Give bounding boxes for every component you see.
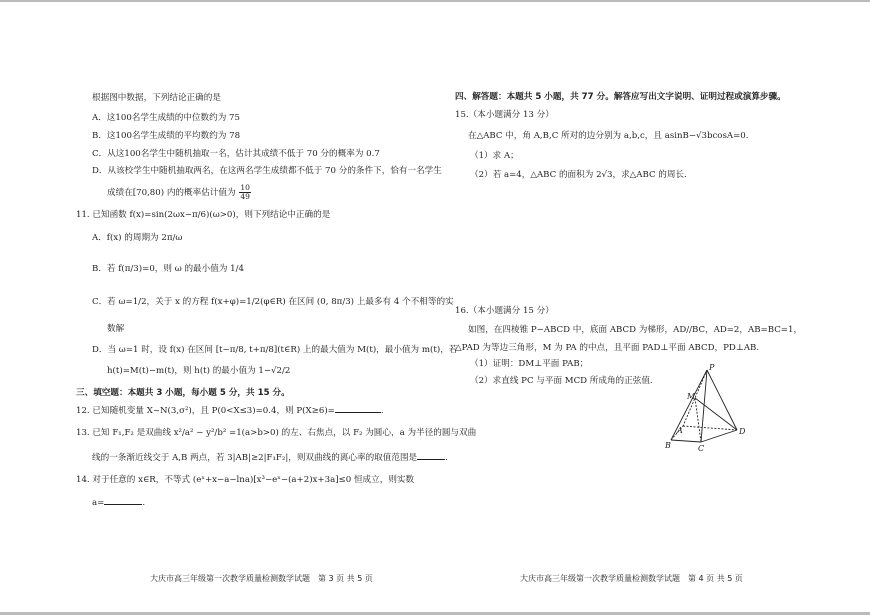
q16-stem-line2: △PAD 为等边三角形，M 为 PA 的中点，且平面 PAD⊥平面 ABCD，PD⊥AB. bbox=[455, 343, 760, 353]
right-page bbox=[435, 0, 870, 615]
q11-option-c-line1: C．若 ω=1/2，关于 x 的方程 f(x+φ)=1/2(φ∈R) 在区间 (0, 8π/3) 上最多有 4 个不相等的实 bbox=[92, 297, 454, 307]
q10-option-c: C．从这100名学生中随机抽取一名，估计其成绩不低于 70 分的概率为 0.7 bbox=[92, 149, 380, 159]
q16-stem-line1: 如图，在四棱锥 P−ABCD 中，底面 ABCD 为梯形，AD//BC，AD=2，AB=BC=1， bbox=[468, 325, 803, 335]
label-M: M bbox=[687, 392, 696, 401]
q12: 12. 已知随机变量 X~N(3,σ²)，且 P(0<X≤3)=0.4，则 P(X≥6)= . bbox=[76, 406, 384, 416]
q14-text: a= bbox=[92, 498, 105, 508]
q15-head: 15.（本小题满分 13 分） bbox=[455, 110, 554, 120]
edge-PD bbox=[707, 370, 737, 430]
section4-heading: 四、解答题：本题共 5 小题，共 77 分。解答应写出文字说明、证明过程或演算步骤。 bbox=[455, 92, 786, 102]
q11-option-d-line2: h(t)=M(t)−m(t)，则 h(t) 的最小值为 1−√2/2 bbox=[107, 366, 291, 376]
q15-part2: （2）若 a=4，△ABC 的面积为 2√3，求△ABC 的周长. bbox=[470, 170, 687, 180]
q10-fraction bbox=[239, 184, 251, 201]
edge-AD bbox=[683, 426, 737, 430]
q16-part1: （1）证明：DM⊥平面 PAB； bbox=[470, 359, 589, 369]
edge-MC bbox=[695, 398, 701, 442]
right-footer: 大庆市高三年级第一次教学质量检测数学试题 第 4 页 共 5 页 bbox=[520, 574, 743, 583]
edge-MD bbox=[695, 398, 737, 430]
q13-line1: 13. 已知 F₁,F₂ 是双曲线 x²/a² − y²/b² =1(a>b>0) 的左、右焦点，以 F₂ 为圆心，a 为半径的圆与双曲 bbox=[76, 428, 477, 438]
q11-stem: 11. 已知函数 f(x)=sin(2ωx−π/6)(ω>0)，则下列结论中正确的是 bbox=[76, 210, 331, 220]
pyramid-figure bbox=[663, 362, 753, 454]
q14-line2: a= . bbox=[92, 498, 146, 508]
q15-stem: 在△ABC 中，角 A,B,C 所对的边分别为 a,b,c，且 asinB−√3bcosA=0. bbox=[468, 131, 749, 141]
label-B: B bbox=[665, 441, 671, 450]
edge-BC bbox=[671, 440, 701, 442]
q10-option-a: A．这100名学生成绩的中位数约为 75 bbox=[92, 113, 240, 123]
q15-part1: （1）求 A； bbox=[470, 151, 519, 161]
q11-option-b: B．若 f(π/3)=0，则 ω 的最小值为 1/4 bbox=[92, 264, 244, 274]
q12-text: 12. 已知随机变量 X~N(3,σ²)，且 P(0<X≤3)=0.4，则 P(X≥6)= bbox=[76, 406, 335, 416]
q10-option-d-line2 bbox=[107, 184, 252, 201]
q13-line2: 线的一条渐近线交于 A,B 两点，若 3|AB|≥2|F₁F₂|，则双曲线的离心率的取值范围是 . bbox=[92, 453, 448, 463]
left-footer: 大庆市高三年级第一次教学质量检测数学试题 第 3 页 共 5 页 bbox=[150, 574, 373, 583]
fraction-denominator: 49 bbox=[240, 192, 250, 201]
label-A: A bbox=[677, 426, 683, 435]
q16-head: 16.（本小题满分 15 分） bbox=[455, 306, 554, 316]
q14-line1: 14. 对于任意的 x∈R，不等式 (eˣ+x−a−lna)[x³−eˣ−(a+2)x+3a]≤0 恒成立，则实数 bbox=[76, 475, 415, 485]
q14-answer-blank bbox=[104, 496, 142, 505]
q10-option-d-line1: D．从该校学生中随机抽取两名，在这两名学生成绩都不低于 70 分的条件下，恰有一名学生 bbox=[92, 166, 442, 176]
label-C: C bbox=[698, 444, 705, 453]
q13-text: 线的一条渐近线交于 A,B 两点，若 3|AB|≥2|F₁F₂|，则双曲线的离心率的取值范围是 bbox=[92, 453, 418, 463]
q12-answer-blank bbox=[335, 404, 381, 413]
q11-option-c-line2: 数解 bbox=[107, 324, 125, 334]
edge-CD bbox=[701, 430, 737, 442]
q11-option-a: A．f(x) 的周期为 2π/ω bbox=[92, 233, 183, 243]
section3-heading: 三、填空题：本题共 3 小题，每小题 5 分，共 15 分。 bbox=[76, 388, 290, 398]
q10-option-b: B．这100名学生成绩的平均数约为 78 bbox=[92, 131, 241, 141]
q16-part2: （2）求直线 PC 与平面 MCD 所成角的正弦值. bbox=[470, 376, 653, 386]
intro-text: 根据图中数据，下列结论正确的是 bbox=[92, 93, 221, 103]
fraction-numerator: 10 bbox=[240, 183, 250, 192]
label-P: P bbox=[709, 363, 715, 372]
label-D: D bbox=[739, 427, 746, 436]
q11-option-d-line1: D．当 ω=1 时，设 f(x) 在区间 [t−π/8, t+π/8](t∈R) 上的最大值为 M(t)，最小值为 m(t)，若 bbox=[92, 345, 458, 355]
q10-option-d-text: 成绩在[70,80) 内的概率估计值为 bbox=[107, 188, 236, 198]
